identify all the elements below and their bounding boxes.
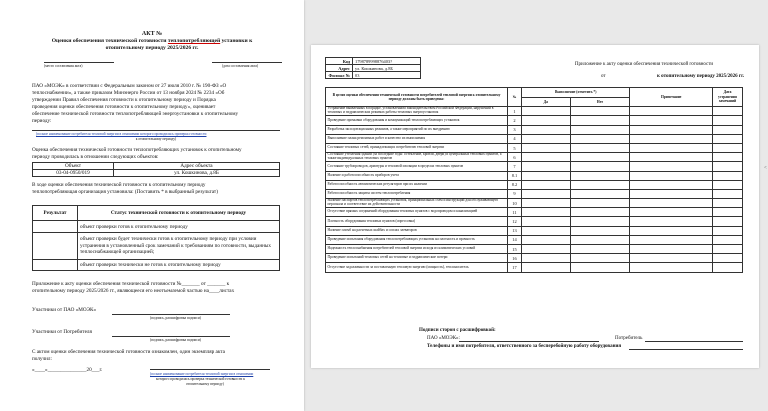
checklist-note-cell[interactable] [630, 245, 713, 254]
checklist-item-text: Проведение испытаний тепловых сетей на тепловые и гидравлические потери [326, 254, 508, 263]
checklist-note-cell[interactable] [630, 263, 713, 272]
checklist-yes-cell[interactable] [522, 217, 571, 226]
table-row [326, 217, 743, 226]
checklist-item-text: Устранение выявленных в порядке, установленном законодательством Российской Федерации, нарушений в тепловых и гидравлических режимах работы тепловых энергоустановок [326, 107, 508, 116]
date-blank[interactable]: «____»_______________20___г. [32, 367, 103, 373]
checklist-item-text: Проведение испытания оборудования теплопотребляющих установок на плотность и прочность [326, 235, 508, 244]
checklist-fix-date-cell[interactable] [713, 254, 743, 263]
checklist-note-cell[interactable] [630, 162, 713, 171]
checklist-fix-date-cell[interactable] [713, 189, 743, 198]
checklist-item-number: 16 [508, 254, 522, 263]
checklist-no-cell[interactable] [570, 162, 630, 171]
checklist-item-number: 14 [508, 235, 522, 244]
checklist-yes-cell[interactable] [522, 162, 571, 171]
table-row [326, 189, 743, 198]
checklist-fix-date-cell[interactable] [713, 125, 743, 134]
checklist-item-text: Состояние трубопроводов, арматуры и тепловой изоляции в пределах тепловых пунктов [326, 162, 508, 171]
checklist-fix-date-cell[interactable] [713, 162, 743, 171]
checklist-no-cell[interactable] [570, 143, 630, 152]
act-title: АКТ № [141, 31, 163, 37]
checklist-yes-cell[interactable] [522, 208, 571, 217]
table-row: объект проверки будет технически готов к отопительному периоду при условии устранения в установленный срок замечаний к требованиям по готовности, выданных теплоснабжающей организацией; [33, 233, 280, 260]
checklist-fix-date-cell[interactable] [713, 208, 743, 217]
findings-intro: В ходе оценки обеспечения технической готовности к отопительному периоду [32, 182, 206, 188]
checklist-item-text: Отсутствие задолженности за поставленную тепловую энергию (мощность), теплоноситель [326, 263, 508, 272]
table-row: Результат Статус технической готовности к отопительному периоду [33, 206, 280, 221]
act-period: отопительному периоду 2025/2026 гг. [105, 45, 199, 51]
checklist-note-cell[interactable] [630, 171, 713, 180]
result-table [32, 205, 280, 271]
checklist-item-number: 8.1 [508, 171, 522, 180]
checklist-note-cell[interactable] [630, 254, 713, 263]
acknowledge-text: С актом оценки обеспечения технической готовности ознакомлен, один экземпляр акта [32, 349, 225, 355]
table-row [326, 199, 743, 208]
checklist-no-cell[interactable] [570, 134, 630, 143]
checklist-yes-cell[interactable] [522, 134, 571, 143]
table-row [326, 235, 743, 244]
table-row: Филиал № 03 [326, 72, 421, 79]
table-row: объект проверки готов к отопительному периоду [33, 221, 280, 233]
checklist-no-cell[interactable] [570, 153, 630, 162]
checklist-note-cell[interactable] [630, 208, 713, 217]
checklist-no-cell[interactable] [570, 235, 630, 244]
checklist-yes-cell[interactable] [522, 171, 571, 180]
table-row [326, 162, 743, 171]
checklist-fix-date-cell[interactable] [713, 171, 743, 180]
checklist-item-text: Состояние утепления зданий (за последние годы: остекление, кровли, двери) и центральных тепловых пунктов, а также индивидуальных тепловых пунктов [326, 153, 508, 162]
table-row [326, 153, 743, 162]
checklist-yes-cell[interactable] [522, 180, 571, 189]
result-check-3[interactable] [33, 260, 78, 271]
checklist-item-number: 8.2 [508, 180, 522, 189]
checklist-item-text: Выполнение плана ремонтных работ и качество их выполнения [326, 134, 508, 143]
phone-label: Телефоны и имя потребителя, ответственного за бесперебойную работу оборудования [427, 344, 622, 349]
sign-title: Подписи сторон с расшифровкой: [419, 328, 496, 333]
checklist-note-cell[interactable] [630, 116, 713, 125]
checklist-item-number: 6 [508, 153, 522, 162]
checklist-item-text: Работоспособность автоматических регуляторов при их наличии [326, 180, 508, 189]
objects-intro: Оценка обеспечения технической готовности теплопотребляющих установок к отопительному [32, 147, 242, 153]
checklist-fix-date-cell[interactable] [713, 116, 743, 125]
checklist-note-cell[interactable] [630, 217, 713, 226]
objects-table [32, 162, 280, 177]
checklist-note-cell[interactable] [630, 199, 713, 208]
checklist-yes-cell[interactable] [522, 143, 571, 152]
table-row [326, 171, 743, 180]
checklist-note-cell[interactable] [630, 180, 713, 189]
checklist-note-cell[interactable] [630, 134, 713, 143]
table-row: Адрес ул. Кошкинова, д.8Б [326, 65, 421, 72]
checklist-fix-date-cell[interactable] [713, 226, 743, 235]
checklist-no-cell[interactable] [570, 245, 630, 254]
appendix-from: от [601, 74, 606, 79]
result-check-1[interactable] [33, 221, 78, 233]
checklist-note-cell[interactable] [630, 125, 713, 134]
checklist-fix-date-cell[interactable] [713, 180, 743, 189]
checklist-fix-date-cell[interactable] [713, 199, 743, 208]
appendix-note: Приложение к акту оценки обеспечения технической готовности №_______ от _______ к [32, 281, 230, 287]
checklist-item-text: Наличие пломб на расчетных шайбах и соплах элеваторов [326, 226, 508, 235]
appendix-title: Приложение к акту оценки обеспечения технической готовности [574, 62, 714, 67]
checklist-item-text: Плотность оборудования тепловых пунктов (опрессовка) [326, 217, 508, 226]
checklist-item-text: Наличие паспортов теплопотребляющих установок, принципиальных схем и инструкций для обслуживающего персонала и соответствие их действительности [326, 199, 508, 208]
checklist-item-text: Работоспособность защиты систем теплопотребления [326, 189, 508, 198]
checklist-yes-cell[interactable] [522, 226, 571, 235]
checklist-yes-cell[interactable] [522, 263, 571, 272]
place-label: (место составления акта) [44, 64, 83, 68]
table-row: 03-04-0950/019 ул. Кошкинова, д.8Б [33, 170, 280, 177]
checklist-yes-cell[interactable] [522, 107, 571, 116]
participant-moek-label: Участники от ПАО «МОЭК» [32, 307, 97, 313]
page-edge-mark: < [764, 166, 767, 171]
table-row [326, 107, 743, 116]
checklist-fix-date-cell[interactable] [713, 143, 743, 152]
checklist-fix-date-cell[interactable] [713, 107, 743, 116]
checklist-item-text: Проведение промывки оборудования и коммуникаций теплопотребляющих установок [326, 116, 508, 125]
checklist-note-cell[interactable] [630, 189, 713, 198]
checklist-item-number: 13 [508, 226, 522, 235]
checklist-no-cell[interactable] [570, 107, 630, 116]
consumer-hint-2: к отопительному периоду) [135, 137, 177, 141]
table-row: В целях оценки обеспечения технической готовности потребителей тепловой энергии к отопительному периоду должны быть проведены: № Выполнение (отметить *) Примечание Дата устранения замечаний [326, 88, 743, 98]
checklist-fix-date-cell[interactable] [713, 153, 743, 162]
checklist-no-cell[interactable] [570, 189, 630, 198]
checklist-item-number: 9 [508, 189, 522, 198]
table-row: Объект Адрес объекта [33, 163, 280, 170]
checklist-item-number: 5 [508, 143, 522, 152]
checklist-item-number: 11 [508, 208, 522, 217]
checklist-item-text: Состояние тепловых сетей, принадлежащих потребителю тепловой энергии [326, 143, 508, 152]
checklist-item-number: 10 [508, 199, 522, 208]
table-row [326, 208, 743, 217]
info-table [325, 57, 421, 79]
checklist-item-number: 17 [508, 263, 522, 272]
date-label: (дата составления акта) [222, 64, 259, 68]
checklist-item-text: Разработка эксплуатационных режимов, а также мероприятий по их внедрению [326, 125, 508, 134]
checklist-fix-date-cell[interactable] [713, 245, 743, 254]
checklist-fix-date-cell[interactable] [713, 217, 743, 226]
table-row [326, 263, 743, 272]
checklist-table [325, 87, 743, 273]
checklist-no-cell[interactable] [570, 116, 630, 125]
checklist-item-text: Отсутствие прямых соединений оборудования тепловых пунктов с водопроводом и канализацией [326, 208, 508, 217]
appendix-page [311, 45, 759, 368]
checklist-yes-cell[interactable] [522, 245, 571, 254]
checklist-item-number: 2 [508, 116, 522, 125]
appendix-period: к отопительному периоду 2025/2026 гг. [657, 74, 745, 79]
table-row [326, 180, 743, 189]
checklist-yes-cell[interactable] [522, 254, 571, 263]
sign-consumer: Потребитель [615, 336, 643, 341]
checklist-yes-cell[interactable] [522, 153, 571, 162]
table-row: Да Нет [326, 98, 743, 107]
checklist-no-cell[interactable] [570, 171, 630, 180]
checklist-note-cell[interactable] [630, 226, 713, 235]
act-page: АКТ № Оценки обеспечения технической готовности теплопотребляющей установки к отопительному периоду 2025/2026 гг. (место составления акта) (дата составления акта) ПАО «МОЭК» в соответствии с Федеральным законом от 27 июля 2010 г. № 190-ФЗ «О теплоснабжении», а также приказом Минэнерго России от 13 ноября 2024 № 2234 «Об утверждении Правил обеспечения готовности к отопительному периоду и Порядка проведения оценки обеспечения готовности к отопительному периоду», оценивает обеспечение технической готовности теплопотребляющей энергоустановки к отопительному периоду: (полное наименование потребителя тепловой энергии в отношении которого проводилась проверка готовности к отопительному периоду) Оценка обеспечения технической готовности теплопотребляющих установок к отопительному периоду проводилась в отношении следующих объектов: Объект Адрес объекта 03-04-0950/019 ул. Кошкинова, д.8Б В ходе оценки обеспечения технической готовности к отопительному периоду теплопотребляющая организация установила: (Поставить * в выбранный результат) Результат Статус технической готовности к отопительному периоду объект проверки готов к отопительному периоду объект проверки будет технически готов к отопительному периоду при условии устранения в установленный срок замечаний к требованиям по готовности, выданных теплоснабжающей организацией; объект проверки технически не готов к отопительному периоду Приложение к акту оценки обеспечения технической готовности №_______ от _______ к отопительному периоду 2025/2026 гг., являющееся его неотъемлемой частью на____листах Участники от ПАО «МОЭК» (подпись, расшифровка подписи) Участники от Потребителя (подпись, расшифровка подписи) С актом оценки обеспечения технической готовности ознакомлен, один экземпляр акта получил: «____»_______________20___г. (полное наименование потребителя тепловой энергии в отношении которого проводилась проверка технической готовности к отопительному периоду) [0, 0, 304, 411]
checklist-no-cell[interactable] [570, 199, 630, 208]
checklist-item-number: 3 [508, 125, 522, 134]
checklist-fix-date-cell[interactable] [713, 134, 743, 143]
checklist-note-cell[interactable] [630, 235, 713, 244]
checklist-item-number: 7 [508, 162, 522, 171]
checklist-no-cell[interactable] [570, 208, 630, 217]
result-check-2[interactable] [33, 233, 78, 260]
checklist-yes-cell[interactable] [522, 199, 571, 208]
checklist-item-text: Надежность теплоснабжения потребителей тепловой энергии исходя из климатических условий [326, 245, 508, 254]
table-row [326, 116, 743, 125]
checklist-note-cell[interactable] [630, 153, 713, 162]
checklist-no-cell[interactable] [570, 263, 630, 272]
bottom-hint: (полное наименование потребителя тепловой энергии в отношении [150, 372, 254, 376]
checklist-yes-cell[interactable] [522, 189, 571, 198]
table-row [326, 125, 743, 134]
table-row [326, 254, 743, 263]
checklist-no-cell[interactable] [570, 125, 630, 134]
sign-hint-2: (подпись, расшифровка подписи) [150, 338, 202, 342]
checklist-no-cell[interactable] [570, 217, 630, 226]
checklist-note-cell[interactable] [630, 143, 713, 152]
table-row: объект проверки технически не готов к отопительному периоду [33, 260, 280, 271]
sign-moek: ПАО «МОЭК»: [427, 336, 460, 341]
consumer-hint: (полное наименование потребителя тепловой энергии в отношении которого проводилась проверка готовности [36, 132, 207, 136]
act-subtitle: Оценки обеспечения технической готовности теплопотребляющей установки к [51, 38, 253, 44]
participant-consumer-label: Участники от Потребителя [32, 329, 92, 335]
checklist-item-number: 15 [508, 245, 522, 254]
checklist-yes-cell[interactable] [522, 116, 571, 125]
checklist-yes-cell[interactable] [522, 235, 571, 244]
checklist-no-cell[interactable] [570, 180, 630, 189]
table-row [326, 134, 743, 143]
checklist-note-cell[interactable] [630, 107, 713, 116]
checklist-item-number: 1 [508, 107, 522, 116]
checklist-fix-date-cell[interactable] [713, 235, 743, 244]
table-row [326, 245, 743, 254]
checklist-item-number: 12 [508, 217, 522, 226]
table-row: Код 1798789998876403? [326, 58, 421, 65]
sign-hint-1: (подпись, расшифровка подписи) [150, 316, 202, 320]
checklist-item-text: Наличие и работоспособность приборов учета [326, 171, 508, 180]
checklist-fix-date-cell[interactable] [713, 263, 743, 272]
table-row [326, 226, 743, 235]
checklist-no-cell[interactable] [570, 254, 630, 263]
table-row [326, 143, 743, 152]
checklist-no-cell[interactable] [570, 226, 630, 235]
checklist-yes-cell[interactable] [522, 125, 571, 134]
checklist-item-number: 4 [508, 134, 522, 143]
